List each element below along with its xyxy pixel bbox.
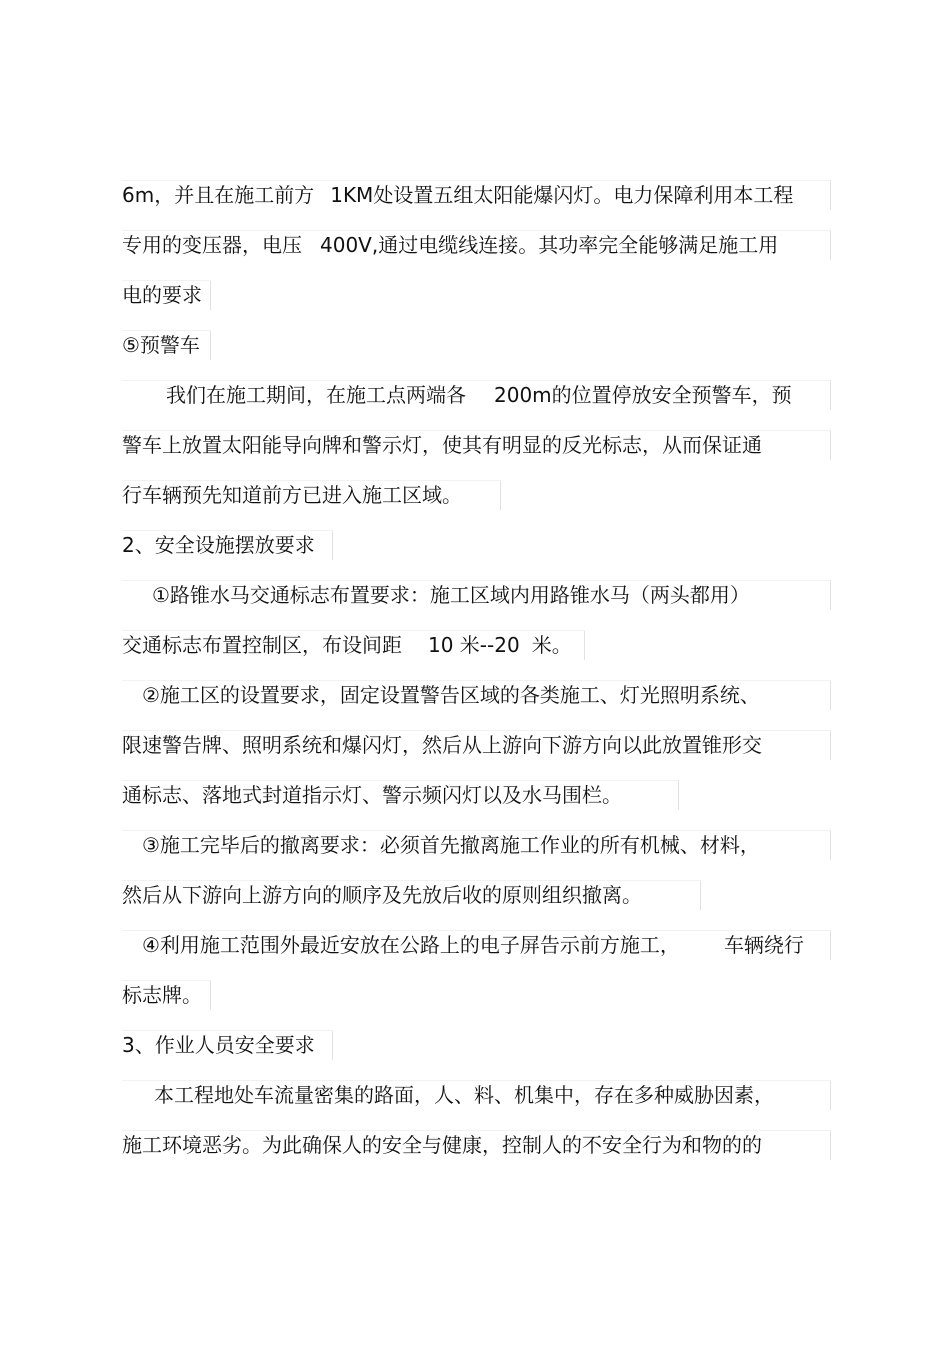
text-run: 通标志、落地式封道指示灯、警示频闪灯以及水马围栏。 bbox=[122, 783, 622, 807]
text-run: 车辆绕行 bbox=[723, 933, 804, 957]
text-run: 1KM bbox=[330, 183, 374, 207]
text-run: 然后从下游向上游方向的顺序及先放后收的原则组织撤离。 bbox=[122, 883, 642, 907]
text-line-15 bbox=[122, 880, 701, 910]
text-line-11 bbox=[122, 680, 831, 710]
text-line-12 bbox=[122, 730, 831, 760]
text-run: ①路锥水马交通标志布置要求：施工区域内用路锥水马（两头都用） bbox=[152, 583, 750, 607]
text-run: 警车上放置太阳能导向牌和警示灯，使其有明显的反光标志，从而保证通 bbox=[122, 433, 762, 457]
text-line-17 bbox=[122, 980, 211, 1010]
text-run: 处设置五组太阳能爆闪灯。电力保障利用本工程 bbox=[373, 183, 794, 207]
section-heading-warning-vehicle bbox=[122, 330, 211, 360]
text-run: ③施工完毕后的撤离要求：必须首先撤离施工作业的所有机械、材料， bbox=[142, 833, 760, 857]
text-line-9 bbox=[122, 580, 831, 610]
text-line-3 bbox=[122, 280, 211, 310]
text-run: ，并且在施工前方 bbox=[154, 183, 315, 207]
text-line-10 bbox=[122, 630, 585, 660]
section-heading-worker-safety bbox=[122, 1030, 333, 1060]
text-run: 400V,通过电缆线连接。其功率完全能够满足施工用 bbox=[320, 233, 779, 257]
text-run: 本工程地处车流量密集的路面，人、料、机集中，存在多种威胁因素， bbox=[154, 1083, 774, 1107]
text-run: ⑤预警车 bbox=[122, 333, 200, 357]
text-run: 我们在施工期间，在施工点两端各 bbox=[166, 383, 466, 407]
text-run: 电的要求 bbox=[122, 283, 202, 307]
text-run: 3、作业人员安全要求 bbox=[122, 1033, 315, 1057]
text-run: 专用的变压器，电压 bbox=[122, 233, 302, 257]
text-run: 限速警告牌、照明系统和爆闪灯，然后从上游向下游方向以此放置锥形交 bbox=[122, 733, 762, 757]
text-line-16 bbox=[122, 930, 831, 960]
text-run: ②施工区的设置要求，固定设置警告区域的各类施工、灯光照明系统、 bbox=[142, 683, 760, 707]
text-line-2 bbox=[122, 230, 831, 260]
text-run: 2、安全设施摆放要求 bbox=[122, 533, 315, 557]
text-line-6 bbox=[122, 430, 831, 460]
text-run: 200m的位置停放安全预警车，预 bbox=[494, 383, 792, 407]
text-run: 标志牌。 bbox=[122, 983, 202, 1007]
text-run: 交通标志布置控制区，布设间距 bbox=[122, 633, 402, 657]
text-line-13 bbox=[122, 780, 679, 810]
text-run: 6m bbox=[122, 183, 155, 207]
text-line-19 bbox=[122, 1080, 831, 1110]
text-run: 米。 bbox=[531, 633, 572, 657]
text-run: 10 米--20 bbox=[428, 633, 520, 657]
text-line-20 bbox=[122, 1130, 831, 1160]
text-run: ④利用施工范围外最近安放在公路上的电子屏告示前方施工， bbox=[142, 933, 680, 957]
text-line-1 bbox=[122, 180, 831, 210]
text-line-14 bbox=[122, 830, 831, 860]
text-run: 施工环境恶劣。为此确保人的安全与健康，控制人的不安全行为和物的的 bbox=[122, 1133, 762, 1157]
text-line-7 bbox=[122, 480, 501, 510]
text-line-5 bbox=[122, 380, 831, 410]
section-heading-safety-facilities bbox=[122, 530, 333, 560]
text-run: 行车辆预先知道前方已进入施工区域。 bbox=[122, 483, 462, 507]
